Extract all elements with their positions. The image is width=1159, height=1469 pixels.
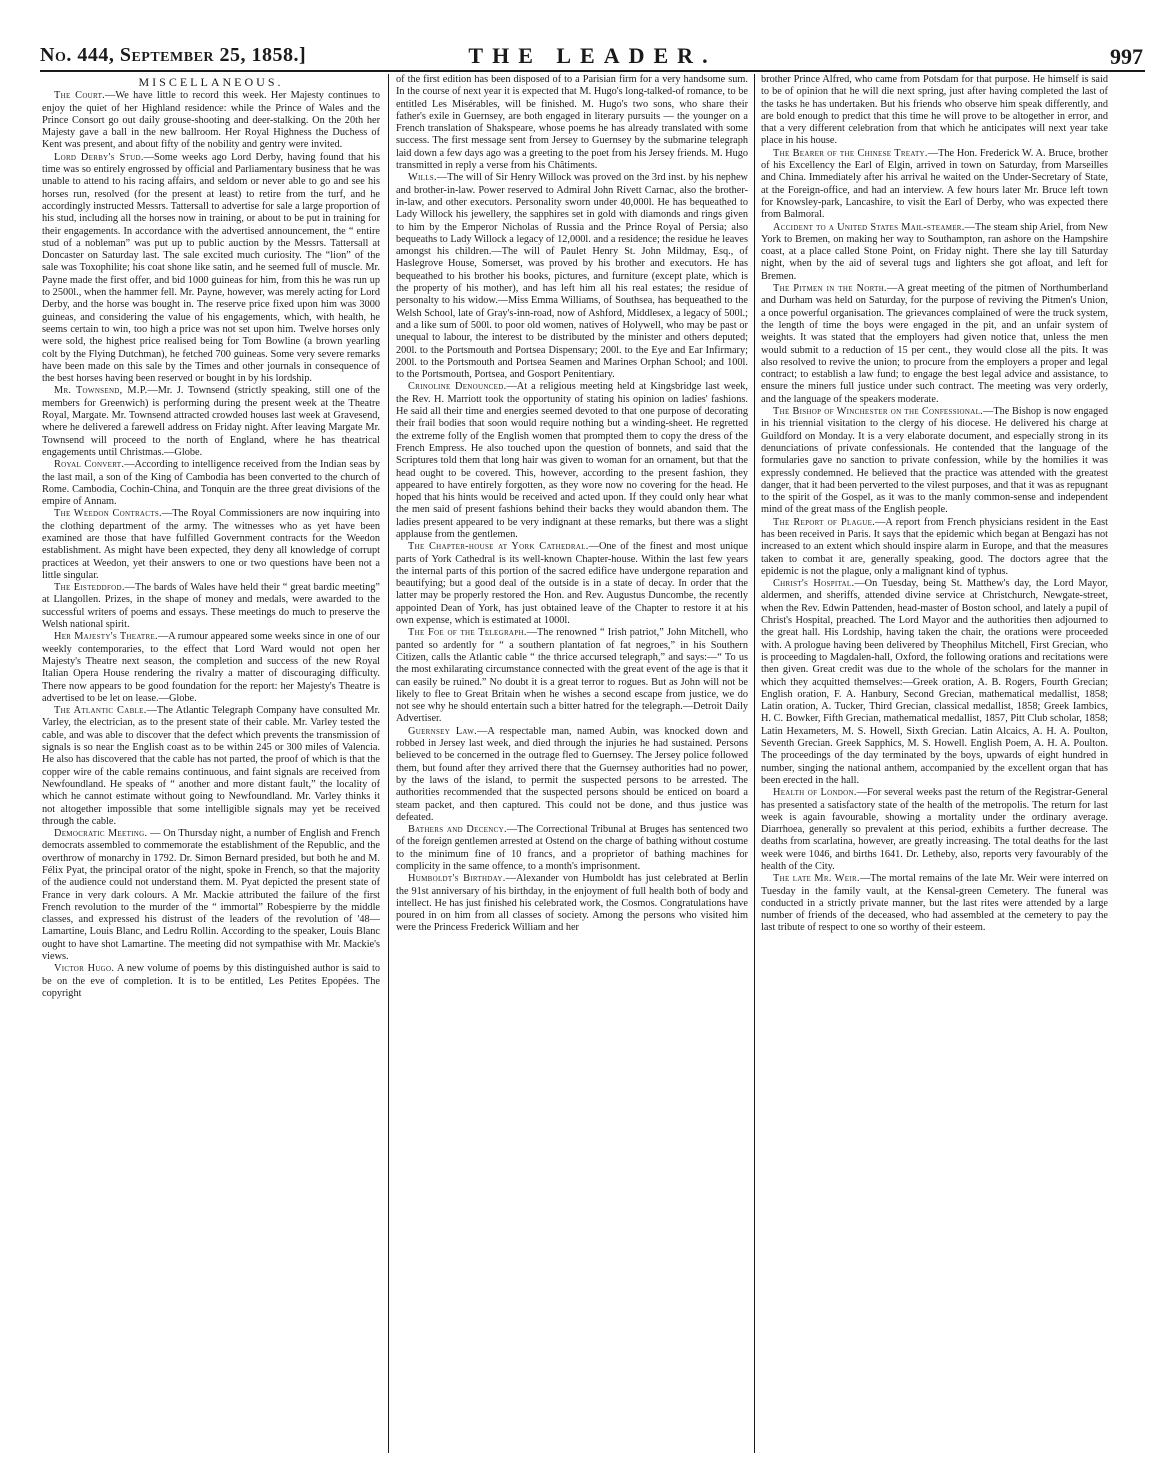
article-text: —The Atlantic Telegraph Company have consulted Mr. Varley, the electrician, as to the present state of their cable. Mr. Varley tested the cable, and was able to discover that the defect which prevents the transmission of signals is so near the English coast as to be within 245 or 300 miles of Valencia. He also has discovered that the cable has not parted, the proof of which is that the copper wire of the cable remains continuous, and faint signals are received from Newfoundland. He speaks of “ another and more distant fault,” the locality of which he cannot estimate without going to Newfoundland. Mr. Varley thinks it not altogether impossible that some intelligible signals may yet be received through the cable. [42, 705, 380, 827]
article-paragraph [42, 152, 380, 386]
article-heading: Mr. Townsend, M.P. [54, 385, 148, 397]
article-paragraph [761, 578, 1108, 787]
column-3-articles [761, 74, 1108, 935]
article-heading: Health of London. [773, 787, 857, 799]
page-number: 997 [1110, 44, 1143, 69]
article-paragraph [396, 627, 748, 725]
article-paragraph [42, 828, 380, 963]
article-paragraph [42, 582, 380, 631]
article-paragraph [396, 824, 748, 873]
article-paragraph [396, 172, 748, 381]
article-text: —The Bishop is now engaged in his triennial visitation to the clergy of his diocese. He delivered his charge at Guildford on Monday. It is a very elaborate document, and especially strong in its denunciations of private confessionals. He contended that the language of the formularies gave no sanction to private confession, while by the homilies it was expressly condemned. He believed that the practice was attended with the greatest danger, that it had been perverted to the vilest purposes, and that it was as repugnant to the spirit of the Gospel, as it was to the manly common-sense and independent mind of the great mass of the English people. [761, 406, 1108, 516]
article-paragraph [42, 963, 380, 1000]
article-paragraph [42, 385, 380, 459]
article-heading: Accident to a United States Mail-steamer. [773, 221, 965, 233]
article-text: —The bards of Wales have held their “ great bardic meeting” at Llangollen. Prizes, in the shape of money and medals, were awarded to the successful writers of poems and essays. These meetings do much to preserve the Welsh national spirit. [42, 582, 380, 631]
article-heading: Her Majesty's Theatre. [54, 631, 158, 643]
article-heading: Crinoline Denounced. [408, 381, 507, 393]
article-heading: The Eisteddfod. [54, 582, 125, 594]
article-text: —We have little to record this week. Her Majesty continues to enjoy the quiet of her Highland residence: while the Prince of Wales and the Prince Consort go out daily grouse-shooting and deer-stalking. On the 20th her Majesty gave a ball in the new ballroom. Her Royal Highness the Duchess of Kent was present, and about fifty of the nobility and gentry were invited. [42, 90, 380, 151]
article-text: —A great meeting of the pitmen of Northumberland and Durham was held on Saturday, for the purpose of reviving the Pitmen's Union, a once powerful organisation. The grievances complained of were the truck system, the length of time the boys were engaged in the pit, and an unfair system of weights. It was stated that the employers had given notice that, unless the men would submit to a reduction of 15 per cent., they would close all the pits. It was also resolved to revive the union; to procure from the employers a proper and legal contract; to establish a law fund; to engage the best legal advice and assistance, to ensure the miners full justice under such contract. The meeting was very orderly, and the language of the speakers moderate. [761, 283, 1108, 405]
article-paragraph [42, 90, 380, 151]
article-heading: The Chapter-house at York Cathedral. [408, 541, 589, 553]
column-rule [388, 74, 389, 1453]
article-text: —At a religious meeting held at Kingsbridge last week, the Rev. H. Marriott took the opportunity of stating his opinion on ladies' fashions. He said all their time and energies seemed devoted to that one purpose of decorating their frail bodies that soon would require nothing but a winding-sheet. He regretted the extreme folly of the English women that prompted them to copy the dress of the French Empress. He also touched upon the question of bonnets, and said that the Scriptures told them that long hair was given to woman for an ornament, but that the head ought to be covered. This, however, according to the present fashion, they appeared to have entirely forgotten, as they wore now no covering for the head. He hoped that his hints would be received and acted upon. If they could only hear what the men said of present fashions behind their backs they would abandon them. The ladies present appeared to be very indignant at these remarks, but there was a slight applause from the gentlemen. [396, 381, 748, 540]
article-paragraph [761, 222, 1108, 283]
article-text: —The mortal remains of the late Mr. Weir were interred on Tuesday in the family vault, at the Kensal-green Cemetery. The funeral was conducted in a strictly private manner, but the last rites were attended by a large number of friends of the deceased, who had assembled at the cemetery to pay the last tribute of respect to one so worthy of their esteem. [761, 873, 1108, 934]
article-paragraph [761, 74, 1108, 148]
article-heading: The Bearer of the Chinese Treaty. [773, 147, 928, 159]
article-paragraph [761, 787, 1108, 873]
article-text: of the first edition has been disposed of to a Parisian firm for a very handsome sum. In the course of next year it is expected that M. Hugo's long-talked-of romance, to be entitled Les Misérables, will be finished. M. Hugo's two sons, who share their father's exile in Guernsey, are both engaged in literary pursuits — the younger on a French translation of Shakspeare, whose poems he has already translated with some success. The first message sent from Jersey to Guernsey by the submarine telegraph laid down a few days ago was a greeting to the poet from his Jersey friends. M. Hugo transmitted in reply a verse from his Châtiments. [396, 74, 748, 172]
article-heading: Guernsey Law. [408, 725, 478, 737]
article-heading: The Foe of the Telegraph. [408, 627, 527, 639]
article-text: —One of the finest and most unique parts of York Cathedral is its well-known Chapter-house. Within the last few years the internal parts of this portion of the sacred edifice have undergone reparation and beautifying; but a good deal of the outside is in a state of decay. In order that the latter may be properly restored the Hon. and Rev. Augustus Duncombe, the recently appointed Dean of York, has just obtained leave of the Chapter to restore it at his own expense, which is estimated at 1000l. [396, 541, 748, 627]
article-paragraph [42, 631, 380, 705]
article-text: —The will of Sir Henry Willock was proved on the 3rd inst. by his nephew and brother-in-law. Power reserved to Admiral John Rivett Carnac, also the brother-in-law, and other executors. Personality sworn under 40,000l. He has bequeathed to Lady Willock his jewellery, the sapphires set in gold with diamonds and rings given to him by the Emperor Nicholas of Russia and the Prince Royal of Persia; also bequeaths to Lady Willock a legacy of 12,000l. and a residence; the residue he leaves amongst his children.—The will of Paulet Henry St. John Mildmay, Esq., of Haslegrove House, Somerset, was proved by his brother and executors. He has bequeathed to his brother his books, pictures, and furniture (except plate, which is the property of his mother), and has left him all his real estates; the residue of personalty to his widow.—Miss Emma Williams, of Southsea, has bequeathed to the Welsh School, late of Gray's-inn-road, now of Ashford, Middlesex, a legacy of 500l.; and a like sum of 500l. to poor old women, natives of Holywell, who may be past or unequal to labour, the interest to be distributed by the minister and others deputed; 200l. to the Portsmouth and Portsea Dispensary; 200l. to the Eye and Ear Infirmary; 200l. to the Portsmouth and Portsea Seamen and Marines Orphan School; and 100l. to the Portsmouth, Portsea, and Gosport Penitentiary. [396, 172, 748, 381]
article-text: —Mr. J. Townsend (strictly speaking, still one of the members for Greenwich) is performing during the present week at the Theatre Royal, Margate. Mr. Townsend attracted crowded houses last week at Gravesend, where he delivered a farewell address on Friday night. After leaving Margate Mr. Townsend will proceed to the north of England, where he has theatrical engagements until Christmas.—Globe. [42, 385, 380, 458]
article-paragraph [42, 705, 380, 828]
article-paragraph [761, 517, 1108, 578]
article-paragraph [761, 148, 1108, 222]
article-text: —According to intelligence received from the Indian seas by the last mail, a son of the King of Cambodia has been converted to the church of Rome. Cambodia, Cochin-China, and Tonquin are the three great divisions of the empire of Annam. [42, 459, 380, 508]
article-heading: The late Mr. Weir. [773, 873, 860, 885]
article-text: —The Correctional Tribunal at Bruges has sentenced two of the foreign gentlemen arrested at Ostend on the charge of bathing without costume to the minimum fine of 10 francs, and a proprietor of bathing machines for complicity in the same offence, to a month's imprisonment. [396, 824, 748, 872]
column-3 [761, 74, 1108, 1453]
article-text: —A rumour appeared some weeks since in one of our weekly contemporaries, to the effect that Lord Ward would not open her Majesty's Theatre next season, the completion and success of the new Royal Italian Opera House rendering the rivalry a matter of discouraging difficulty. There now appears to be good foundation for the report: her Majesty's Theatre is advertised to be let on lease.—Globe. [42, 631, 380, 704]
article-text: A new volume of poems by this distinguished author is said to be on the eve of completion. It is to be entitled, Les Petites Epopées. The copyright [42, 963, 380, 999]
article-heading: The Bishop of Winchester on the Confessional. [773, 406, 984, 418]
article-text: —The Hon. Frederick W. A. Bruce, brother of his Excellency the Earl of Elgin, arrived in town on Saturday, from Marseilles and China. Immediately after his arrival he waited on the Under-Secretary of State, at the Foreign-office, and had an interview. A few hours later Mr. Bruce left town for Knowsley-park, Lancashire, to visit the Earl of Derby, who was expected there from Balmoral. [761, 147, 1108, 221]
article-text: —For several weeks past the return of the Registrar-General has presented a satisfactory state of the health of the metropolis. The return for last week is again favourable, showing a mortality under the ordinary average. Diarrhoea, generally so prevalent at this period, exhibits a further decrease. The deaths from scarlatina, however, are greatly increasing. The total deaths for the last week were 1046, and births 1641. Dr. Letheby, also, reports very favourably of the health of the City. [761, 787, 1108, 872]
newspaper-title: THE LEADER. [468, 43, 717, 68]
article-heading: Christ's Hospital. [773, 578, 855, 590]
article-heading: The Report of Plague. [773, 516, 876, 528]
article-text: —The steam ship Ariel, from New York to Bremen, on making her way to Southampton, ran ashore on the Hampshire coast, at a place called Stone Point, on Friday night. There she lay till Saturday night, when by the aid of several tugs and lighters she got afloat, and left for Bremen. [761, 221, 1108, 282]
article-heading: The Weedon Contracts. [54, 508, 162, 520]
article-text: —A respectable man, named Aubin, was knocked down and robbed in Jersey last week, and died through the injuries he had sustained. Persons believed to be concerned in the outrage fled to Guernsey. The Jersey police followed them, but found after they arrived there that the Guernsey authorities had no power, by the laws of the island, to permit the suspected persons to be arrested. The authorities recommended that the suspected persons should be enticed on board a steam packet, and then captured. This could not be done, and thus justice was defeated. [396, 725, 748, 823]
column-1-articles [42, 90, 380, 1000]
article-paragraph [42, 508, 380, 582]
article-heading: Victor Hugo. [54, 963, 115, 975]
article-text: — On Thursday night, a number of English and French democrats assembled to commemorate the establishment of the Republic, and the overthrow of monarchy in 1792. Dr. Simon Bernard presided, but both he and M. Félix Pyat, the principal orator of the night, spoke in French, so that the majority of the audience could not understand them. M. Pyat depicted the present state of France in very dark colours. A Mr. Mackie attributed the failure of the first French revolution to the murder of the “ immortal” Robespierre by the middle classes, and expressed his distrust of the leaders of the revolution of '48—Lamartine, Louis Blanc, and Ledru Rollin. According to the speaker, Louis Blanc ought to have shot Lamartine. The meeting did not sympathise with Mr. Mackie's views. [42, 828, 380, 963]
article-paragraph [396, 541, 748, 627]
article-text: —A report from French physicians resident in the East has been received in Paris. It says that the epidemic which began at Bengazi has not increased to an extent which should inspire alarm in Europe, and that the measures taken to combat it are, generally speaking, good. The doctors agree that the epidemic is not the plague, only a malignant kind of typhus. [761, 516, 1108, 577]
article-heading: Wills. [408, 172, 437, 184]
article-paragraph [396, 381, 748, 541]
article-paragraph [396, 74, 748, 172]
issue-info: No. 444, September 25, 1858.] [40, 44, 307, 66]
article-paragraph [761, 873, 1108, 934]
article-heading: Bathers and Decency. [408, 824, 507, 836]
article-text: —Alexander von Humboldt has just celebrated at Berlin the 91st anniversary of his birthday, in the enjoyment of full health both of body and intellect. He has just finished his celebrated work, the Cosmos. Congratulations have poured in on him from all classes of society. Among the persons who visited him were the Princess Frederick William and her [396, 873, 748, 934]
article-heading: The Atlantic Cable. [54, 705, 147, 717]
section-title: MISCELLANEOUS. [138, 75, 284, 89]
article-text: —On Tuesday, being St. Matthew's day, the Lord Mayor, aldermen, and sheriffs, attended divine service at Christchurch, Newgate-street, when the Rev. Edwin Pattenden, head-master of Boston school, and lately a pupil of Christ's Hospital, preached. The Lord Mayor and the authorities then adjourned to the great hall. His Lordship, having taken the chair, the orations were proceeded with. A prologue having been delivered by Theophilus Mitchell, First Grecian, who is proceeding to Magdalen-hall, Oxford, the following orations and recitations were then given. Great credit was due to the whole of the scholars for the manner in which they acquitted themselves:—Greek oration, A. B. Rogers, Fourth Grecian; English oration, F. A. Hanbury, Second Grecian, mathematical medallist, 1858; Latin oration, A. Tucker, Third Grecian, classical medallist, 1858; Greek Iambics, H. C. Bowker, Fifth Grecian, mathematical medallist, 1857, Pitt Club scholar, 1858; Latin Hexameters, M. S. Howell, Sixth Grecian. Latin Alcaics, A. H. A. Poulton, Seventh Grecian. Greek Sapphics, M. S. Howell. English Poem, A. H. A. Poulton. The proceedings of the day terminated by the boys, upwards of eight hundred in number, singing the national anthem, accompanied by the excellent organ that has been erected in the hall. [761, 578, 1108, 786]
article-heading: The Pitmen in the North. [773, 283, 887, 295]
article-text: —The Royal Commissioners are now inquiring into the clothing department of the army. The witnesses who as yet have been examined are those that have fulfilled Government contracts for the Weedon establishment. As might have been expected, they deny all knowledge of corrupt practices at Weedon, yet their answers to one or two questions have been not a little singular. [42, 508, 380, 581]
article-heading: Royal Convert. [54, 459, 125, 471]
page-header [40, 42, 1145, 72]
article-paragraph [761, 406, 1108, 517]
article-paragraph [396, 873, 748, 934]
column-2-articles [396, 74, 748, 935]
article-paragraph [761, 283, 1108, 406]
article-heading: The Court. [54, 90, 106, 102]
article-text: —The renowned “ Irish patriot,” John Mitchell, who panted so ardently for “ a southern plantation of fat negroes,” in his Southern Citizen, calls the Atlantic cable “ the thrice accursed telegraph,” and says:—“ To us the most exhilarating circumstance connected with the great event of the age is that it can easily be ruined.” No doubt it is a great terror to rogues. But as John will not be likely to flee to Great Britain when he wishes a second escape from justice, we do not see why he should entertain such a bitter hatred for the telegraph.—Detroit Daily Advertiser. [396, 627, 748, 725]
column-2 [396, 74, 748, 1453]
column-rule [754, 74, 755, 1453]
column-1 [42, 74, 380, 1453]
article-paragraph [396, 726, 748, 824]
article-text: —Some weeks ago Lord Derby, having found that his time was so entirely engrossed by official and Parliamentary business that he was unable to attend to his racing affairs, and seldom or never able to go and see his horses run, resolved (for the present at least) to retire from the turf, and he accordingly instructed Messrs. Tattersall to advertise for sale a large proportion of his stud, including all the horses now in training, or about to be put in training for their engagements. In accordance with the advertised announcement, the “ entire stud of a nobleman” was put up to public auction by the Messrs. Tattersall at Doncaster on Saturday last. The sale excited much curiosity. The “lion” of the sale was Toxophilite; his coat shone like satin, and he seemed full of muscle. Mr. Payne made the first offer, and bid 1000 guineas for him, from this he was run up to 2500l., when the hammer fell. Mr. Payne, however, was merely acting for Lord Derby, and the horse was bought in. The reserve price fixed upon him was 3000 guineas, and considering the value of his engagements, which, with health, he seems certain to win, too high a price was not set upon him. Twelve horses only were sold, the highest price realised being for Tom Bowline (a brown yearling colt by the Flying Dutchman), he fetched 700 guineas. Some very severe remarks have been made on this sale by the Times and other journals in consequence of the best horses having been reserved or bought in by his lordship. [42, 151, 380, 385]
article-text: brother Prince Alfred, who came from Potsdam for that purpose. He himself is said to be of opinion that he will die next spring, just after having completed the last of the tasks he has undertaken. But his friends who observe him speak differently, and are bold enough to predict that this time he will prove to be altogether in error, and that a very different celebration from that which he anticipates will next year take place in his house. [761, 74, 1108, 147]
article-paragraph [42, 459, 380, 508]
article-heading: Lord Derby's Stud. [54, 151, 144, 163]
article-heading: Humboldt's Birthday. [408, 873, 506, 885]
article-heading: Democratic Meeting. [54, 828, 148, 840]
